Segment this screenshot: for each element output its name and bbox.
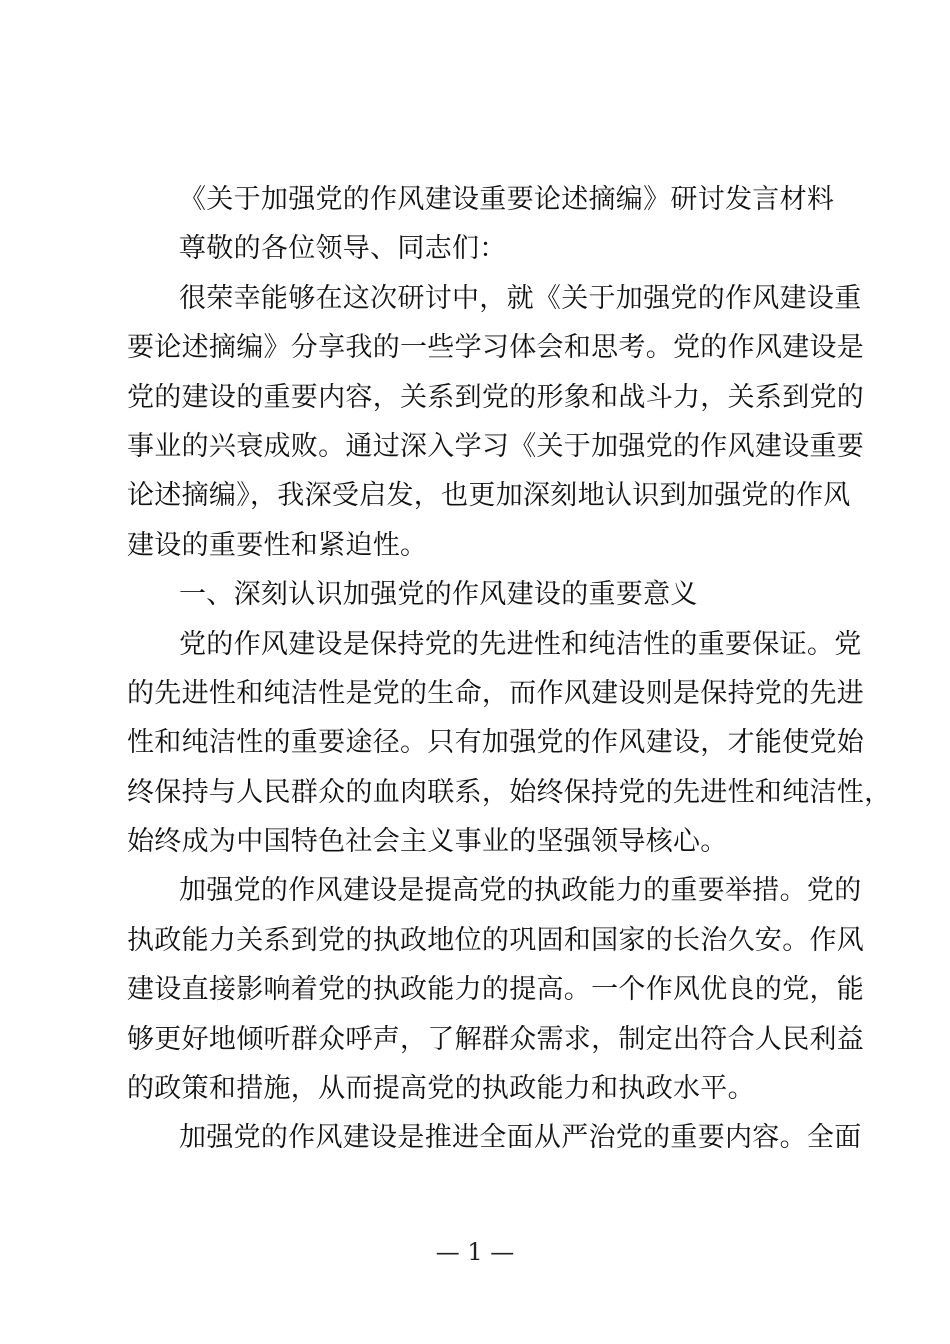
paragraph-line: 终保持与人民群众的血肉联系，始终保持党的先进性和纯洁性，: [127, 776, 892, 808]
intro-line: 要论述摘编》分享我的一些学习体会和思考。党的作风建设是: [127, 332, 865, 364]
page-number: — 1 —: [435, 1238, 515, 1266]
paragraph-line: 党的作风建设是保持党的先进性和纯洁性的重要保证。党: [179, 628, 862, 660]
greeting: 尊敬的各位领导、同志们：: [179, 233, 507, 265]
intro-line: 事业的兴衰成败。通过深入学习《关于加强党的作风建设重要: [127, 430, 865, 462]
document-title: 《关于加强党的作风建设重要论述摘编》研讨发言材料: [179, 184, 835, 215]
intro-line: 论述摘编》，我深受启发，也更加深刻地认识到加强党的作风: [127, 480, 851, 512]
intro-line: 建设的重要性和紧迫性。: [127, 529, 428, 561]
document-page: [127, 175, 892, 1163]
paragraph-line: 始终成为中国特色社会主义事业的坚强领导核心。: [127, 826, 728, 858]
paragraph-line: 执政能力关系到党的执政地位的巩固和国家的长治久安。作风: [127, 924, 865, 956]
intro-line: 很荣幸能够在这次研讨中，就《关于加强党的作风建设重: [179, 282, 862, 314]
intro-line: 党的建设的重要内容，关系到党的形象和战斗力，关系到党的: [127, 381, 865, 413]
paragraph-line: 加强党的作风建设是提高党的执政能力的重要举措。党的: [179, 875, 862, 907]
section-heading: 一、深刻认识加强党的作风建设的重要意义: [179, 579, 698, 611]
paragraph-line: 加强党的作风建设是推进全面从严治党的重要内容。全面: [179, 1122, 862, 1154]
paragraph-line: 够更好地倾听群众呼声，了解群众需求，制定出符合人民利益: [127, 1023, 865, 1055]
paragraph-line: 的政策和措施，从而提高党的执政能力和执政水平。: [127, 1073, 755, 1105]
paragraph-line: 建设直接影响着党的执政能力的提高。一个作风优良的党，能: [127, 974, 865, 1006]
paragraph-line: 的先进性和纯洁性是党的生命，而作风建设则是保持党的先进: [127, 677, 865, 709]
paragraph-line: 性和纯洁性的重要途径。只有加强党的作风建设，才能使党始: [127, 727, 865, 759]
